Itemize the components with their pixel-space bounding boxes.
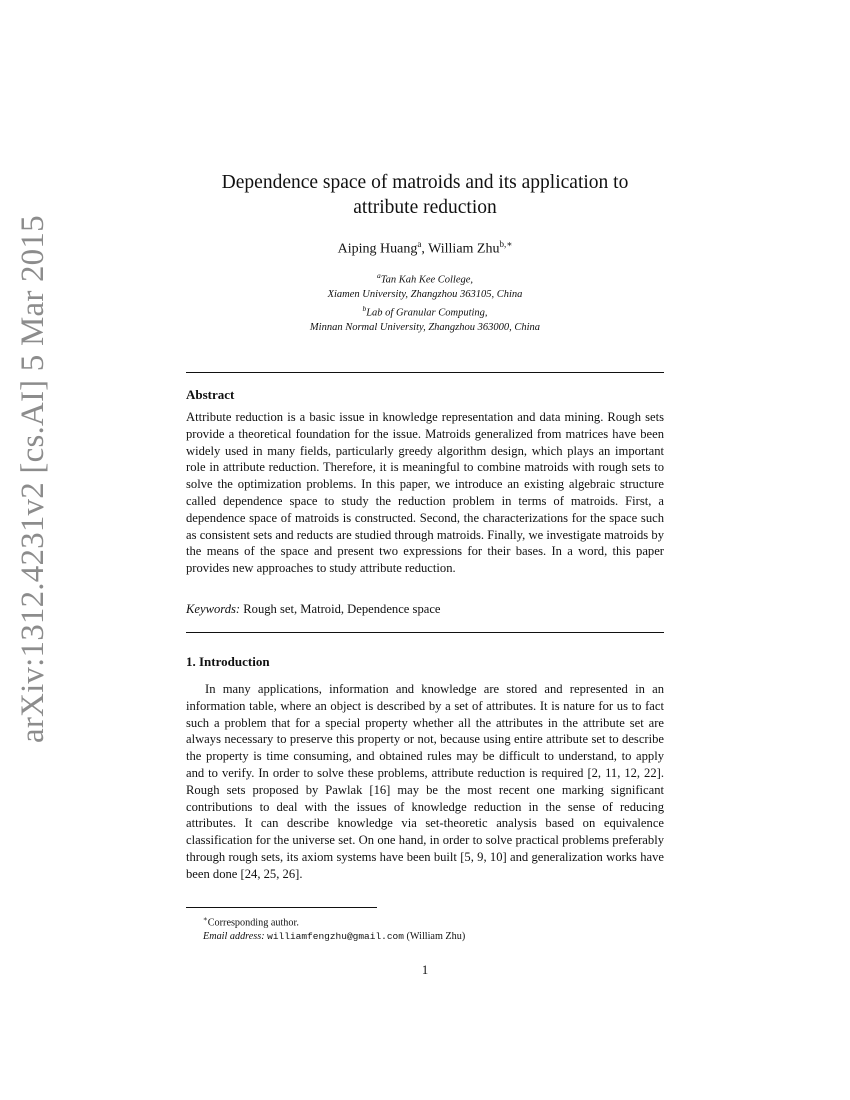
page-number: 1 (421, 963, 429, 977)
section-heading-introduction: 1. Introduction (186, 654, 270, 669)
author-separator: , (421, 241, 429, 257)
email-address[interactable]: williamfengzhu@gmail.com (267, 931, 404, 943)
footnote-mark: ∗ (203, 915, 208, 923)
affiliation-b-institution: Lab of Granular Computing, (366, 307, 488, 319)
author-2-mark: b,∗ (499, 239, 513, 249)
affiliation-b-line-2: Minnan Normal University, Zhangzhou 363000, China (309, 322, 541, 334)
affiliation-b-line-1 (186, 302, 664, 321)
footnote-corresponding (186, 912, 664, 930)
abstract-body: Attribute reduction is a basic issue in knowledge representation and data mining. Rough sets provide a theoretical foundation for the issue. Matroids generalized from matrices have been widely used in many fields, particularly greedy algorithm design, which plays an important role in attribute reduction. Therefore, it is meaningful to combine matroids with rough sets to solve the optimization problems. In this paper, we introduce an existing algebraic structure called dependence space to study the reduction problem in terms of matroids. First, a dependence space of matroids is constructed. Second, the characterizations for the space such as consistent sets and reducts are studied through matroids. Finally, we investigate matroids by the means of the space and present two expressions for their bases. In a word, this paper provides new approaches to study attribute reduction. (186, 410, 664, 576)
arxiv-stamp (10, 215, 70, 743)
keywords-items: Rough set, Matroid, Dependence space (243, 602, 441, 616)
affiliations (186, 269, 664, 336)
author-1-mark: a (417, 239, 422, 249)
email-owner: (William Zhu) (406, 931, 466, 943)
affiliation-b-mark: b (362, 304, 367, 314)
affiliation-a-line-1 (186, 269, 664, 288)
abstract-top-rule (186, 372, 664, 373)
title-line-2: attribute reduction (353, 197, 497, 218)
paper-title (186, 170, 664, 220)
abstract-heading: Abstract (186, 387, 235, 402)
abstract-bottom-rule (186, 632, 664, 633)
author-1-name: Aiping Huang (337, 241, 418, 257)
footnote-rule (186, 907, 377, 908)
arxiv-stamp-text: arXiv:1312.4231v2 [cs.AI] 5 Mar 2015 (15, 215, 51, 743)
affiliation-a-line-2: Xiamen University, Zhangzhou 363105, China (327, 288, 523, 300)
introduction-paragraph: In many applications, information and knowledge are stored and represented in an information table, where an object is described by a set of attributes. It is nature for us to fact such a problem that for a special property whether all the attributes in the attribute set are always necessary to preserve this property or not, because using entire attribute set to describe the property is time consuming, and obtained rules may be difficult to understand, to apply and to verify. In order to solve these problems, attribute reduction is required [2, 11, 12, 22]. Rough sets proposed by Pawlak [16] may be the most recent one marking significant contributions to deal with the issues of knowledge reduction in the sense of reducing attributes. It can describe knowledge via set-theoretic analysis based on equivalence classification for the universe set. On one hand, in order to solve practical problems preferably through rough sets, its axiom systems have been built [5, 9, 10] and generalization works have been done [24, 25, 26]. (186, 682, 664, 881)
keywords-label: Keywords: (186, 602, 241, 616)
author-2-name: William Zhu (428, 241, 500, 257)
footnote-email (186, 930, 664, 944)
author-list (186, 239, 664, 258)
email-label: Email address: (203, 931, 265, 943)
keywords (186, 602, 664, 617)
affiliation-a-institution: Tan Kah Kee College, (380, 274, 474, 286)
title-line-1: Dependence space of matroids and its application to (221, 172, 629, 193)
footnote (186, 912, 664, 944)
affiliation-a-mark: a (376, 271, 381, 280)
footnote-corresponding-text: Corresponding author. (207, 917, 299, 929)
